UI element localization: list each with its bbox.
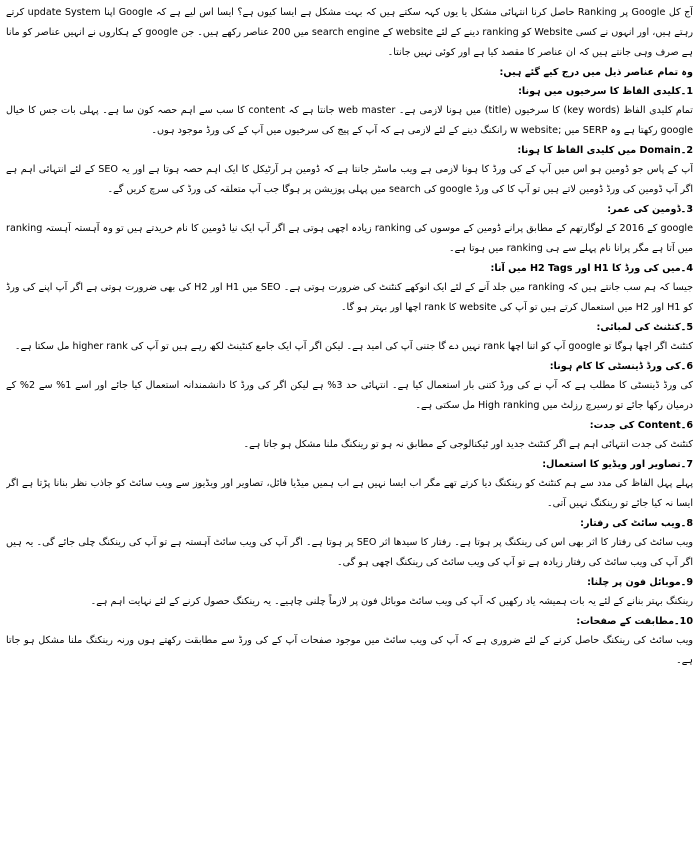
section-4-body: جیسا کہ ہم سب جانتے ہیں کہ ranking میں جلد آنے کے لئے ایک انوکھے کنٹنٹ کی ضرورت ہوتی ہے۔ SEO میں H1 اور H2 کی بھی ضرورت ہوتی ہے اگر آپ اپنے کی ورڈ کو H1 اور H2 میں استعمال کرتے ہیں تو آپ کی website کا rank اچھا اور بہتر ہو گا۔ — [6, 282, 693, 313]
section-2-heading: 2۔Domain میں کلیدی الفاظ کا ہونا: — [517, 145, 693, 156]
section-9-body: رینکنگ بہتر بنانے کے لئے یہ بات ہمیشہ یاد رکھیں کہ آپ کی ویب سائٹ موبائل فون پر لازماً چلنی چاہیے۔ یہ رینکنگ حصول کرنے کے لئے نہایت اہم ہے۔ — [90, 596, 693, 607]
section-1-body: تمام کلیدی الفاظ (key words) کا سرخیوں (title) میں ہونا لازمی ہے۔ web master جانتا ہے کہ content کا سب سے اہم حصہ کون سا ہے۔ پہلی بات جس کا خیال google رکھتا ہے وہ SERP میں ;w website رانکنگ دینے کے لئے لازمی ہے کہ آپ کے پیج کی سرخیوں میں آپ کے کی ورڈ موجود ہوں۔ — [6, 105, 693, 136]
section-10-body: ویب سائٹ کی رینکنگ حاصل کرنے کے لئے ضروری ہے کہ آپ کی ویب سائٹ میں موجود صفحات آپ کے کی ورڈ سے مطابقت رکھتے ہوں ورنہ رینکنگ ملنا مشکل ہو جاتا ہے۔ — [6, 635, 693, 666]
section-8-body: ویب سائٹ کی رفتار کا اثر بھی اس کی رینکنگ پر ہوتا ہے۔ رفتار کا سیدھا اثر SEO پر ہوتا ہے۔ اگر آپ کی ویب سائٹ آہستہ ہے تو آپ کی رینکنگ چلی جائے گی۔ یہ ہیں اگر آپ کی ویب سائٹ کی رفتار زیادہ ہے تو آپ کی ویب سائٹ کی رینکنگ اچھی ہو گی۔ — [6, 537, 693, 568]
section-8-heading: 8۔ویب سائٹ کی رفتار: — [580, 518, 693, 529]
section-7-body: پہلے پہل الفاظ کی مدد سے ہم کنٹنٹ کو رینکنگ دیا کرتے تھے مگر اب ایسا نہیں ہے اب ہمیں میڈیا فائل، تصاویر اور ویڈیوز سے ویب سائٹ کو جاذب نظر بنانا پڑتا ہے اگر ایسا نہ کیا جائے تو رینکنگ نہیں آتی۔ — [6, 478, 693, 509]
section-7-heading: 7۔تصاویر اور ویڈیو کا استعمال: — [542, 459, 693, 470]
section-6-body: کی ورڈ ڈینسٹی کا مطلب ہے کہ آپ نے کی ورڈ کتنی بار استعمال کیا ہے۔ انتہائی حد 3% ہے لیکن اگر کی ورڈ کا دانشمندانہ استعمال کیا جائے اور اسے 1% سے 2% کے درمیان رکھا جائے تو رسیرچ رزلٹ میں High ranking مل سکتی ہے۔ — [6, 380, 693, 411]
section-6-heading: 6۔کی ورڈ ڈینسٹی کا کام ہونا: — [549, 361, 693, 372]
section-2-body: آپ کے پاس جو ڈومین ہو اس میں آپ کے کی ورڈ کا ہونا لازمی ہے ویب ماسٹر جانتا ہے کہ ڈومین ہر آرٹیکل کا ایک اہم حصہ ہوتا ہے اور یہ SEO کے لئے انتہائی اہم ہے اگر آپ ڈومین کی ورڈ ڈومین لاتے ہیں تو آپ کا کی ورڈ google کی search میں پہلی پوزیشن پر ہوگا جب آپ متعلقہ کی ورڈ کی سرچ کریں گے۔ — [6, 164, 693, 195]
list-intro: وہ تمام عناصر ذیل میں درج کیے گئے ہیں: — [499, 67, 693, 78]
section-3-body: google کے 2016 کے لوگارتھم کے مطابق پرانے ڈومین کے موسوں کی ranking زیادہ اچھی ہوتی ہے اگر آپ ایک نیا ڈومین کا نام خریدتے ہیں تو وہ آہستہ آہستہ ranking میں آتا ہے مگر پرانا نام پہلے سے ہی ranking میں ہوتا ہے۔ — [6, 223, 693, 254]
section-5-body: کنٹنٹ اگر اچھا ہوگا تو google آپ کو اتنا اچھا rank نہیں دے گا جتنی آپ کی امید ہے۔ لیکن اگر آپ ایک جامع کنٹینٹ لکھ رہے ہیں تو آپ کی higher rank مل سکتا ہے۔ — [14, 341, 693, 352]
section-4-heading: 4۔میں کی ورڈ کا H1 اور H2 Tags میں آنا: — [490, 263, 693, 274]
section-5-heading: 5۔کنٹنٹ کی لمبائی: — [596, 322, 693, 333]
section-6b-body: کنٹنٹ کی جدت انتہائی اہم ہے اگر کنٹنٹ جدید اور ٹیکنالوجی کے مطابق نہ ہو تو رینکنگ ملنا مشکل ہو جاتا ہے۔ — [243, 439, 693, 450]
section-6b-heading: 6۔Content کی جدت: — [589, 420, 693, 431]
section-1-heading: 1۔کلیدی الفاظ کا سرخیوں میں ہونا: — [518, 86, 693, 97]
section-9-heading: 9۔موبائل فون پر چلنا: — [587, 577, 693, 588]
intro-paragraph: آج کل Google پر Ranking حاصل کرنا انتہائی مشکل یا یوں کہہ سکتے ہیں کہ بہت مشکل ہے ایسا کیوں ہے؟ ایسا اس لیے ہے کہ Google اپنا update System کرتے رہتے ہیں، اور انہوں نے کسی Website کو ranking دینے کے لئے website کے search engine میں 200 عناصر رکھے ہیں۔ جن google کے ہکاروں نے انہیں عناصر کو مانا ہے صرف وہی جانتے ہیں کہ ان عناصر کا مقصد کیا ہے اور کوئی نہیں جانتا۔ — [6, 7, 693, 58]
section-10-heading: 10۔مطابقت کے صفحات: — [576, 616, 693, 627]
section-3-heading: 3۔ڈومین کی عمر: — [607, 204, 693, 215]
